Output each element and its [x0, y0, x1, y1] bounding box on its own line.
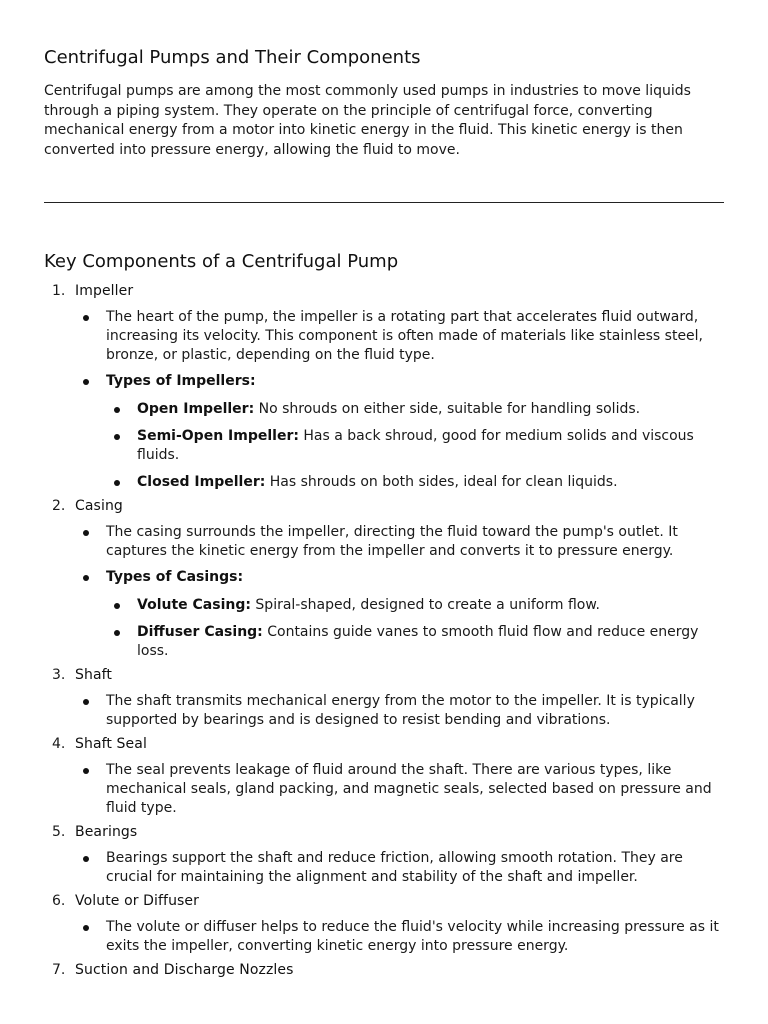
component-item-shaft [44, 666, 724, 730]
list-number: 7. [52, 962, 66, 978]
list-item [106, 400, 724, 419]
section-heading: Key Components of a Centrifugal Pump [44, 251, 399, 272]
component-description: The heart of the pump, the impeller is a rotating part that accelerates fluid outward, increasing its velocity. This component is often made of materials like stainless steel, bronze, or plastic, depending on the fluid type. [106, 309, 704, 363]
bullet-icon [114, 603, 120, 609]
component-details [75, 308, 724, 492]
bullet-icon [114, 630, 120, 636]
type-name: Volute Casing: [137, 597, 251, 613]
list-item [75, 918, 724, 956]
component-description: The casing surrounds the impeller, directing the fluid toward the pump's outlet. It captures the kinetic energy from the impeller and converts it to pressure energy. [106, 524, 678, 559]
list-item [75, 372, 724, 492]
type-text: Has shrouds on both sides, ideal for clean liquids. [265, 474, 618, 490]
type-name: Open Impeller: [137, 401, 255, 417]
component-item-bearings [44, 823, 724, 887]
list-number: 4. [52, 736, 66, 752]
horizontal-divider [44, 202, 724, 203]
list-number: 2. [52, 498, 66, 514]
list-number: 6. [52, 893, 66, 909]
component-details [75, 849, 724, 887]
component-details [75, 761, 724, 818]
bullet-icon [83, 768, 89, 774]
types-label: Types of Impellers: [106, 373, 256, 389]
types-list [106, 400, 724, 492]
type-text: Has a back shroud, good for medium solids and viscous fluids. [137, 428, 694, 463]
bullet-icon [83, 575, 89, 581]
list-item [106, 623, 724, 661]
component-name: Shaft Seal [75, 736, 147, 752]
component-name: Suction and Discharge Nozzles [75, 962, 294, 978]
list-number: 3. [52, 667, 66, 683]
intro-paragraph: Centrifugal pumps are among the most commonly used pumps in industries to move liquids through a piping system. They operate on the principle of centrifugal force, converting mechanical energy from a motor into kinetic energy in the fluid. This kinetic energy is then converted into pressure energy, allowing the fluid to move. [44, 83, 691, 158]
component-item-shaft-seal [44, 735, 724, 818]
page-title: Centrifugal Pumps and Their Components [44, 47, 421, 68]
component-details [75, 692, 724, 730]
bullet-icon [83, 856, 89, 862]
list-number: 1. [52, 283, 66, 299]
bullet-icon [83, 925, 89, 931]
bullet-icon [83, 530, 89, 536]
list-item [106, 427, 724, 465]
list-item [75, 692, 724, 730]
component-item-impeller [44, 282, 724, 492]
bullet-icon [114, 407, 120, 413]
list-item [75, 568, 724, 661]
type-name: Closed Impeller: [137, 474, 266, 490]
component-name: Volute or Diffuser [75, 893, 200, 909]
type-name: Semi-Open Impeller: [137, 428, 299, 444]
list-item [75, 308, 724, 365]
components-list [44, 282, 724, 980]
type-text: Contains guide vanes to smooth fluid flow and reduce energy loss. [137, 624, 699, 659]
bullet-icon [83, 379, 89, 385]
component-description: The volute or diffuser helps to reduce the fluid's velocity while increasing pressure as it exits the impeller, converting kinetic energy into pressure energy. [106, 919, 719, 954]
list-item [106, 596, 724, 615]
types-list [106, 596, 724, 661]
component-details [75, 523, 724, 661]
component-item-casing [44, 497, 724, 661]
component-name: Shaft [75, 667, 113, 683]
component-description: The seal prevents leakage of fluid around the shaft. There are various types, like mechanical seals, gland packing, and magnetic seals, selected based on pressure and fluid type. [106, 762, 712, 816]
component-details [75, 918, 724, 956]
type-name: Diffuser Casing: [137, 624, 263, 640]
type-text: No shrouds on either side, suitable for handling solids. [254, 401, 641, 417]
component-description: Bearings support the shaft and reduce friction, allowing smooth rotation. They are crucial for maintaining the alignment and stability of the shaft and impeller. [106, 850, 683, 885]
type-text: Spiral-shaped, designed to create a uniform flow. [250, 597, 600, 613]
list-number: 5. [52, 824, 66, 840]
list-item [106, 473, 724, 492]
types-label: Types of Casings: [106, 569, 244, 585]
component-name: Casing [75, 498, 123, 514]
list-item [75, 761, 724, 818]
component-item-nozzles [44, 961, 724, 980]
list-item [75, 523, 724, 561]
bullet-icon [114, 434, 120, 440]
component-name: Bearings [75, 824, 138, 840]
component-item-volute-or-diffuser [44, 892, 724, 956]
bullet-icon [114, 480, 120, 486]
component-description: The shaft transmits mechanical energy from the motor to the impeller. It is typically supported by bearings and is designed to resist bending and vibrations. [106, 693, 695, 728]
bullet-icon [83, 699, 89, 705]
list-item [75, 849, 724, 887]
bullet-icon [83, 315, 89, 321]
component-name: Impeller [75, 283, 134, 299]
